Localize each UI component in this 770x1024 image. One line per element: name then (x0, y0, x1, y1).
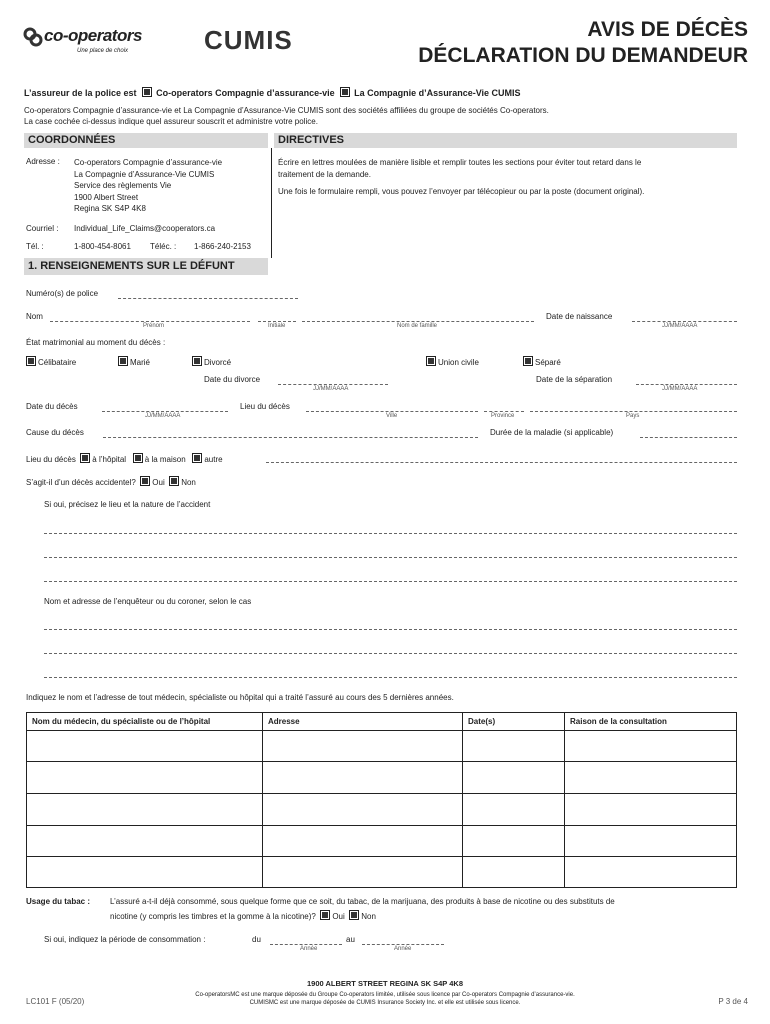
directives-p2: Une fois le formulaire rempli, vous pouvez l’envoyer par télécopieur ou par la poste (document original). (278, 187, 645, 196)
footer-tm-2: CUMISMC est une marque déposée de CUMIS Insurance Society Inc. et elle est utilisée sous licence. (249, 1000, 521, 1006)
address-line: Service des règlements Vie (74, 181, 172, 190)
table-row-divider (26, 825, 737, 826)
death-date-input[interactable] (102, 411, 228, 412)
address-line: Co-operators Compagnie d’assurance-vie (74, 158, 223, 167)
accident-oui-label: Oui (152, 478, 165, 487)
coords-address (74, 157, 222, 215)
cooperators-tagline: Une place de choix (77, 48, 129, 54)
union-civile-label: Union civile (438, 358, 479, 367)
insurer-note-2: La case cochée ci-dessus indique quel assureur souscrit et administre votre police. (24, 117, 318, 126)
place-other-input[interactable] (266, 462, 737, 463)
coords-tel-label: Tél. : (26, 242, 44, 251)
separation-date-label: Date de la séparation (536, 375, 613, 384)
doctors-table (26, 712, 737, 888)
insurer-cumis-label: La Compagnie d’Assurance-Vie CUMIS (354, 88, 521, 98)
doctors-intro: Indiquez le nom et l’adresse de tout médecin, spécialiste ou hôpital qui a traité l’assuré au cours des 5 dernières années. (26, 693, 454, 702)
name-label: Nom (26, 312, 43, 321)
form-code: LC101 F (05/20) (26, 997, 85, 1006)
death-date-label: Date du décès (26, 402, 78, 411)
form-subtitle: DÉCLARATION DU DEMANDEUR (418, 44, 748, 67)
death-place-label: Lieu du décès (240, 402, 290, 411)
accident-detail-line-3[interactable] (44, 581, 737, 582)
separation-date-format: JJ/MM/AAAA (662, 386, 698, 392)
autre-checkbox[interactable] (192, 453, 202, 463)
table-col-divider (262, 712, 263, 888)
accident-non-checkbox[interactable] (169, 476, 179, 486)
marital-label: État matrimonial au moment du décès : (26, 338, 166, 347)
coords-email-label: Courriel : (26, 224, 59, 233)
first-name-input[interactable] (50, 321, 250, 322)
directives-line: Écrire en lettres moulées de manière lisible et remplir toutes les sections pour éviter tout retard dans le (278, 158, 642, 167)
tobacco-question-2-row (110, 910, 376, 921)
sub-ville: Ville (386, 413, 398, 419)
insurer-row (24, 87, 521, 98)
insurer-label: L’assureur de la police est (24, 88, 137, 98)
table-col-divider (462, 712, 463, 888)
coords-address-label: Adresse : (26, 157, 60, 166)
duration-input[interactable] (640, 437, 737, 438)
divorce-date-label: Date du divorce (204, 375, 261, 384)
sub-initiale: Initiale (268, 323, 286, 329)
coroner-label: Nom et adresse de l’enquêteur ou du coroner, selon le cas (44, 597, 252, 606)
section1-heading: 1. RENSEIGNEMENTS SUR LE DÉFUNT (28, 260, 235, 272)
last-name-input[interactable] (302, 321, 534, 322)
death-country-input[interactable] (530, 411, 737, 412)
tobacco-du-label: du (252, 935, 261, 944)
insurer-cooperators-label: Co-operators Compagnie d’assurance-vie (156, 88, 335, 98)
tobacco-from-year: Année (300, 946, 318, 952)
cause-input[interactable] (103, 437, 478, 438)
directives-heading: DIRECTIVES (278, 134, 345, 146)
divorce-date-format: JJ/MM/AAAA (313, 386, 349, 392)
coroner-line-2[interactable] (44, 653, 737, 654)
page-number: P 3 de 4 (718, 997, 748, 1006)
cumis-logo: CUMIS (204, 25, 293, 55)
tobacco-oui-label: Oui (332, 912, 345, 921)
marie-checkbox[interactable] (118, 356, 128, 366)
autre-label: autre (204, 455, 223, 464)
accident-detail-label: Si oui, précisez le lieu et la nature de l’accident (44, 500, 211, 509)
footer-tm-1: Co-operatorsMC est une marque déposée du Groupe Co-operators limitée, utilisée sous licence par Co-operators Compagnie d’assurance-vie. (195, 992, 575, 998)
form-title: AVIS DE DÉCÈS (587, 18, 748, 41)
col-header-name: Nom du médecin, du spécialiste ou de l’hôpital (32, 717, 211, 726)
coords-fax-label: Téléc. : (150, 242, 177, 251)
tobacco-period-label: Si oui, indiquez la période de consommation : (44, 935, 206, 944)
accident-detail-line-2[interactable] (44, 557, 737, 558)
accident-question: S’agit-il d’un décès accidentel? (26, 478, 136, 487)
col-header-reason: Raison de la consultation (570, 717, 667, 726)
hopital-checkbox[interactable] (80, 453, 90, 463)
separe-label: Séparé (535, 358, 561, 367)
accident-detail-line-1[interactable] (44, 533, 737, 534)
cooperators-wordmark: co-operators (44, 26, 142, 45)
table-row-divider (26, 856, 737, 857)
divorce-date-input[interactable] (278, 384, 388, 385)
coords-fax: 1-866-240-2153 (194, 242, 251, 251)
cooperators-swirl-icon (22, 26, 44, 48)
dob-format: JJ/MM/AAAA (662, 323, 698, 329)
dob-label: Date de naissance (546, 312, 613, 321)
celibataire-label: Célibataire (38, 358, 77, 367)
tobacco-au-label: au (346, 935, 355, 944)
marital-options (26, 356, 746, 368)
insurer-cumis-checkbox[interactable] (340, 87, 350, 97)
table-row-divider (26, 730, 737, 731)
sub-pays: Pays (626, 413, 640, 419)
accident-non-label: Non (181, 478, 196, 487)
coroner-line-3[interactable] (44, 677, 737, 678)
separation-date-input[interactable] (636, 384, 737, 385)
tobacco-question-1: L’assuré a-t-il déjà consommé, sous quelque forme que ce soit, du tabac, de la marijuana, des produits à base de nicotine ou des substituts de (110, 897, 615, 906)
insurer-note-1: Co-operators Compagnie d’assurance-vie et La Compagnie d’Assurance-Vie CUMIS sont des sociétés affiliées du groupe de sociétés Co-operators. (24, 106, 549, 115)
address-line: Regina SK S4P 4K8 (74, 204, 146, 213)
death-date-format: JJ/MM/AAAA (145, 413, 181, 419)
place-label: Lieu du décès (26, 455, 76, 464)
divorce-checkbox[interactable] (192, 356, 202, 366)
maison-checkbox[interactable] (133, 453, 143, 463)
col-header-address: Adresse (268, 717, 300, 726)
divorce-label: Divorcé (204, 358, 232, 367)
initial-input[interactable] (258, 321, 296, 322)
table-row-divider (26, 793, 737, 794)
tobacco-non-label: Non (361, 912, 376, 921)
footer-address: 1900 ALBERT STREET REGINA SK S4P 4K8 (306, 979, 464, 988)
tobacco-from-input[interactable] (270, 944, 342, 945)
cooperators-logo (22, 24, 152, 64)
coroner-line-1[interactable] (44, 629, 737, 630)
table-col-divider (564, 712, 565, 888)
dob-input[interactable] (632, 321, 737, 322)
death-province-input[interactable] (484, 411, 524, 412)
cause-label: Cause du décès (26, 428, 84, 437)
insurer-cooperators-checkbox[interactable] (142, 87, 152, 97)
coords-divider (271, 148, 272, 258)
tobacco-to-year: Année (394, 946, 412, 952)
hopital-label: à l’hôpital (92, 455, 127, 464)
separe-checkbox[interactable] (523, 356, 533, 366)
sub-prenom: Prénom (143, 323, 165, 329)
tobacco-oui-checkbox[interactable] (320, 910, 330, 920)
directives-line: traitement de la demande. (278, 170, 371, 179)
union-civile-checkbox[interactable] (426, 356, 436, 366)
policy-input[interactable] (118, 298, 298, 299)
accident-oui-checkbox[interactable] (140, 476, 150, 486)
tobacco-label: Usage du tabac : (26, 897, 91, 906)
tobacco-question-2: nicotine (y compris les timbres et la gomme à la nicotine)? (110, 912, 316, 921)
sub-province: Province (491, 413, 515, 419)
col-header-dates: Date(s) (468, 717, 496, 726)
address-line: La Compagnie d’Assurance-Vie CUMIS (74, 169, 215, 179)
coords-heading: COORDONNÉES (28, 134, 116, 146)
directives-p1 (278, 157, 641, 181)
coords-email: Individual_Life_Claims@cooperators.ca (74, 224, 216, 233)
celibataire-checkbox[interactable] (26, 356, 36, 366)
policy-label: Numéro(s) de police (26, 289, 99, 298)
sub-nom: Nom de famille (397, 323, 438, 329)
table-row-divider (26, 761, 737, 762)
marie-label: Marié (130, 358, 151, 367)
address-line: 1900 Albert Street (74, 192, 139, 202)
duration-label: Durée de la maladie (si applicable) (490, 428, 614, 437)
tobacco-to-input[interactable] (362, 944, 444, 945)
death-city-input[interactable] (306, 411, 478, 412)
accident-row (26, 476, 196, 487)
maison-label: à la maison (144, 455, 186, 464)
coords-tel: 1-800-454-8061 (74, 242, 131, 251)
tobacco-non-checkbox[interactable] (349, 910, 359, 920)
